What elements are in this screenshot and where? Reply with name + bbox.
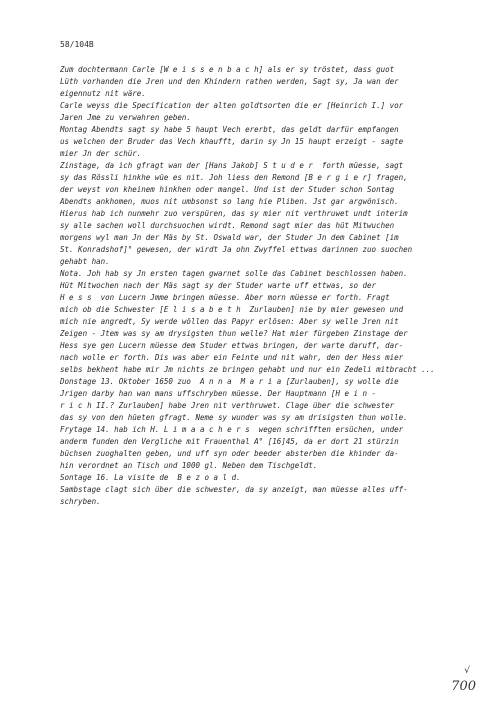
text-line: H e s s von Lucern Jmme bringen müesse. Aber morn müesse er forth. Fragt xyxy=(60,293,390,302)
text-line: Montag Abendts sagt sy habe 5 haupt Vech ererbt, das geldt darfür empfangen xyxy=(60,125,399,134)
page-reference: 58/104B xyxy=(60,40,94,49)
text-line: Hüt Mitwochen nach der Mäs sagt sy der Studer warte uff ettwas, so der xyxy=(60,281,377,290)
text-line: gehabt han. xyxy=(60,257,110,266)
text-line: hin verordnet an Tisch und 1000 gl. Neben dem Tischgeldt. xyxy=(60,461,318,470)
text-line: sy alle sachen woll durchsuochen wirdt. Remond sagt mier das hüt Mitwuchen xyxy=(60,221,395,230)
text-line: St. Konradshof]° gewesen, der wirdt Ja ohn Zwyffel ettwas darinnen zuo suochen xyxy=(60,245,413,254)
text-line: us welchen der Bruder das Vech khaufft, darin sy Jn 15 haupt erzeigt - sagte xyxy=(60,137,404,146)
text-line: nach wolle er forth. Dis was aber ein Feinte und nit wahr, den der Hess mier xyxy=(60,353,404,362)
text-line: der weyst von kheinem hinkhen oder mangel. Und ist der Studer schon Sontag xyxy=(60,185,395,194)
text-line: Donstage 13. Oktober 1650 zuo A n n a M a r i a [Zurlauben], sy wolle die xyxy=(60,377,399,386)
text-line: Sambstage clagt sich über die schwester, da sy anzeigt, man müesse alles uff- xyxy=(60,485,408,494)
text-line: Jaren Jme zu verwahren geben. xyxy=(60,113,191,122)
text-line: mier Jn der schür. xyxy=(60,149,142,158)
text-line: schryben. xyxy=(60,497,101,506)
document-body xyxy=(60,64,480,508)
text-line: selbs bekhent habe mir Jm nichts ze bringen gehabt und nur ein Zedeli mitbracht ... xyxy=(60,365,435,374)
text-line: Zum dochtermann Carle [W e i s s e n b a c h] als er sy tröstet, dass guot xyxy=(60,65,395,74)
text-line: r i c h II.? Zurlauben] habe Jren nit verthruwet. Clage über die schwester xyxy=(60,401,395,410)
text-line: Frytage 14. hab ich H. L i m a a c h e r s wegen schrifften ersüchen, under xyxy=(60,425,404,434)
text-line: Zinstage, da ich gfragt wan der [Hans Jakob] S t u d e r forth müesse, sagt xyxy=(60,161,404,170)
text-line: Jrigen darby han wan mans uffschryben müesse. Der Hauptmann [H e i n - xyxy=(60,389,377,398)
text-line: Nota. Joh hab sy Jn ersten tagen gwarnet solle das Cabinet beschlossen haben. xyxy=(60,269,408,278)
text-line: Abendts ankhomen, muos nit umbsonst so lang hie Pliben. Jst gar argwönisch. xyxy=(60,197,399,206)
text-line: mich ob die Schwester [E l i s a b e t h Zurlauben] nie by mier gewesen und xyxy=(60,305,404,314)
text-line: sy das Rössli hinkhe wüe es nit. Joh liess den Remond [B e r g i e r] fragen, xyxy=(60,173,408,182)
text-line: eigennutz nit wäre. xyxy=(60,89,146,98)
text-line: Zeigen - Jtem was sy am drysigsten thun welle? Hat mier fürgeben Zinstage der xyxy=(60,329,408,338)
folio-number: 700 xyxy=(451,679,476,694)
text-line: das sy von den hüeten gfragt. Neme sy wunder was sy am drisigsten thun wolle. xyxy=(60,413,408,422)
text-line: morgens wyl man Jn der Mäs by St. Oswald war, der Studer Jn dem Cabinet [im xyxy=(60,233,399,242)
text-line: anderm funden den Vergliche mit Frauenthal A° [16]45, da er dort 21 stürzin xyxy=(60,437,399,446)
text-line: mich nie angredt, Sy werde wöllen das Papyr erlösen: Aber sy welle Jren nit xyxy=(60,317,399,326)
text-line: Sontage 16. La visite de B e z o a l d. xyxy=(60,473,241,482)
text-line: büchsen zuoghalten geben, und uff syn oder beeder absterben die khinder da- xyxy=(60,449,399,458)
text-line: Hierus hab ich nunmehr zuo verspüren, das sy mier nit verthruwet undt interim xyxy=(60,209,408,218)
text-line: Carle weyss die Specification der alten goldtsorten die er [Heinrich I.] vor xyxy=(60,101,404,110)
text-line: Hess sye gen Lucern müesse dem Studer ettwas bringen, der warte daruff, dar- xyxy=(60,341,404,350)
folio-check-mark: √ xyxy=(464,666,470,676)
text-line: Lüth vorhanden die Jren und den Khindern rathen werden, Sagt sy, Ja wan der xyxy=(60,77,399,86)
